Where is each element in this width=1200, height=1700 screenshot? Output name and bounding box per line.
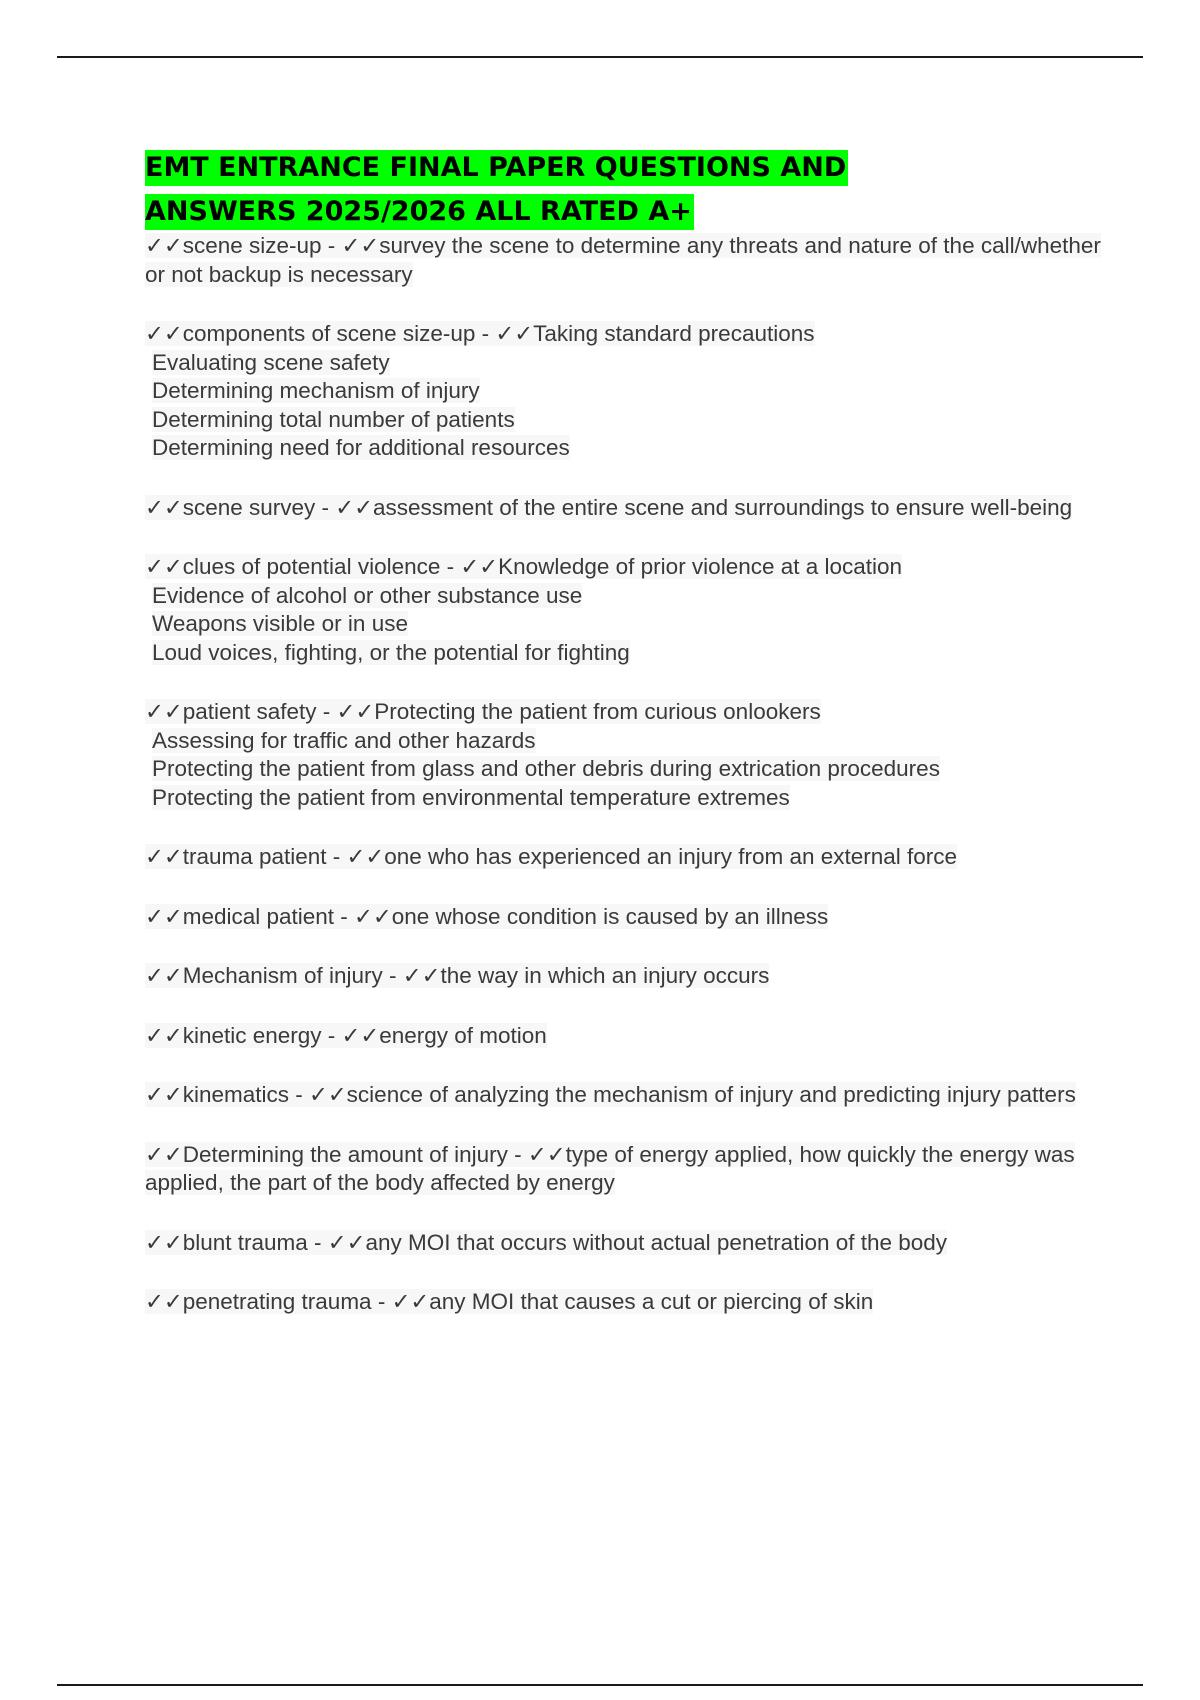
qa-text: ✓✓trauma patient - ✓✓one who has experienced an injury from an external force bbox=[145, 844, 958, 869]
qa-continuation-line bbox=[145, 639, 1105, 668]
qa-continuation-text: Determining need for additional resources bbox=[152, 435, 570, 460]
qa-text: ✓✓kinetic energy - ✓✓energy of motion bbox=[145, 1022, 547, 1048]
qa-continuation-text: Assessing for traffic and other hazards bbox=[152, 727, 536, 753]
qa-continuation-text: Protecting the patient from glass and other debris during extrication procedures bbox=[152, 756, 940, 781]
qa-text: ✓✓medical patient - ✓✓one whose condition is caused by an illness bbox=[145, 903, 829, 929]
qa-item bbox=[145, 1022, 1105, 1051]
qa-text: ✓✓penetrating trauma - ✓✓any MOI that causes a cut or piercing of skin bbox=[145, 1289, 874, 1314]
qa-item bbox=[145, 843, 1105, 872]
qa-text: ✓✓kinematics - ✓✓science of analyzing the mechanism of injury and predicting injury patters bbox=[145, 1082, 1076, 1107]
document-title bbox=[145, 146, 935, 234]
qa-item bbox=[145, 1141, 1105, 1198]
qa-continuation-line bbox=[145, 377, 1105, 406]
qa-continuation-line bbox=[145, 349, 1105, 378]
qa-continuation-text: Protecting the patient from environmental temperature extremes bbox=[152, 784, 790, 810]
qa-continuation-line bbox=[145, 610, 1105, 639]
qa-continuation-text: Determining total number of patients bbox=[152, 406, 515, 432]
qa-continuation-line bbox=[145, 406, 1105, 435]
title-line-2: ANSWERS 2025/2026 ALL RATED A+ bbox=[145, 194, 694, 230]
qa-text: ✓✓clues of potential violence - ✓✓Knowledge of prior violence at a location bbox=[145, 554, 903, 579]
qa-text: ✓✓blunt trauma - ✓✓any MOI that occurs without actual penetration of the body bbox=[145, 1229, 948, 1255]
qa-continuation-text: Evidence of alcohol or other substance use bbox=[152, 582, 583, 608]
qa-continuation-line bbox=[145, 784, 1105, 813]
qa-item bbox=[145, 1229, 1105, 1258]
qa-continuation-text: Determining mechanism of injury bbox=[152, 378, 480, 403]
qa-list bbox=[145, 232, 1105, 1348]
qa-continuation-text: Loud voices, fighting, or the potential for fighting bbox=[152, 639, 630, 665]
title-line-1: EMT ENTRANCE FINAL PAPER QUESTIONS AND bbox=[145, 150, 848, 186]
qa-continuation-line bbox=[145, 727, 1105, 756]
bottom-rule bbox=[57, 1684, 1143, 1686]
qa-text: ✓✓components of scene size-up - ✓✓Taking standard precautions bbox=[145, 321, 815, 346]
qa-continuation-line bbox=[145, 755, 1105, 784]
qa-text: ✓✓patient safety - ✓✓Protecting the patient from curious onlookers bbox=[145, 699, 821, 724]
qa-item bbox=[145, 553, 1105, 667]
qa-text: ✓✓Determining the amount of injury - ✓✓type of energy applied, how quickly the energy was applied, the part of the body affected by energy bbox=[145, 1141, 1075, 1195]
qa-item bbox=[145, 1288, 1105, 1317]
qa-continuation-text: Weapons visible or in use bbox=[152, 611, 408, 636]
top-rule bbox=[57, 56, 1143, 58]
qa-item bbox=[145, 494, 1105, 523]
qa-text: ✓✓Mechanism of injury - ✓✓the way in which an injury occurs bbox=[145, 963, 770, 988]
qa-item bbox=[145, 698, 1105, 812]
qa-text: ✓✓scene survey - ✓✓assessment of the entire scene and surroundings to ensure well-being bbox=[145, 494, 1073, 520]
qa-continuation-line bbox=[145, 434, 1105, 463]
qa-item bbox=[145, 1081, 1105, 1110]
qa-item bbox=[145, 903, 1105, 932]
qa-continuation-text: Evaluating scene safety bbox=[152, 349, 390, 375]
qa-item bbox=[145, 962, 1105, 991]
qa-continuation-line bbox=[145, 582, 1105, 611]
qa-text: ✓✓scene size-up - ✓✓survey the scene to determine any threats and nature of the call/whether or not backup is necessary bbox=[145, 233, 1101, 287]
qa-item bbox=[145, 232, 1105, 289]
qa-item bbox=[145, 320, 1105, 463]
